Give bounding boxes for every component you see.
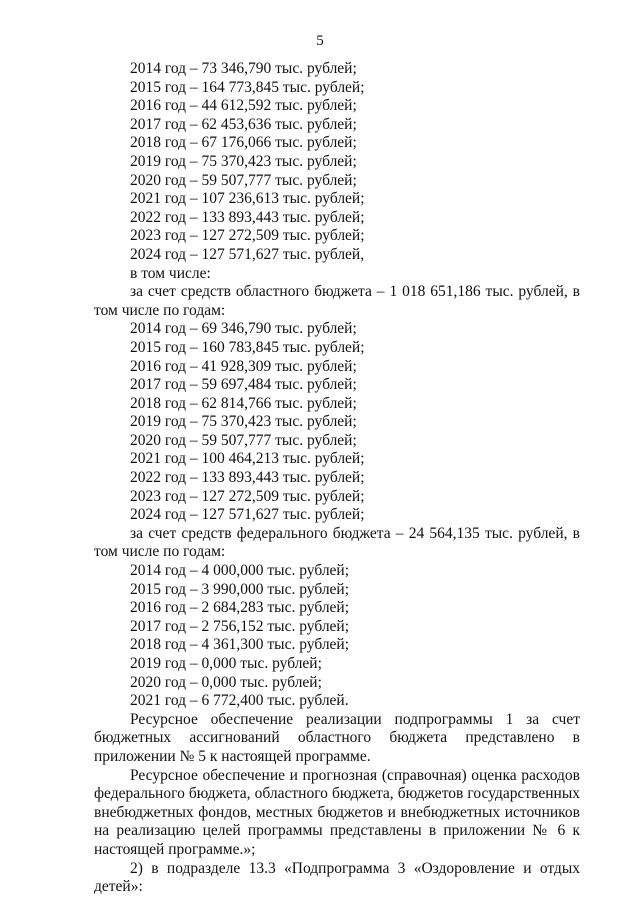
year-line: 2015 год – 160 783,845 тыс. рублей;	[130, 338, 365, 356]
year-line: 2023 год – 127 272,509 тыс. рублей;	[130, 487, 365, 505]
year-line: 2014 год – 69 346,790 тыс. рублей;	[130, 320, 357, 338]
year-line: 2020 год – 0,000 тыс. рублей;	[130, 673, 322, 691]
year-line: 2020 год – 59 507,777 тыс. рублей;	[130, 431, 357, 449]
paragraph-line: 2) в подразделе 13.3 «Подпрограмма 3 «Оздоровление и отдых	[130, 859, 580, 877]
paragraph-line: настоящей программе.»;	[94, 840, 256, 858]
year-line: 2017 год – 59 697,484 тыс. рублей;	[130, 376, 357, 394]
resource-provision-paragraph	[94, 711, 580, 767]
federal-budget-section	[94, 525, 580, 711]
year-line: 2022 год – 133 893,443 тыс. рублей;	[130, 469, 365, 487]
year-line: 2015 год – 3 990,000 тыс. рублей;	[130, 580, 350, 598]
total-funding-by-year	[94, 60, 580, 283]
year-line: 2016 год – 2 684,283 тыс. рублей;	[130, 599, 350, 617]
year-line: 2021 год – 6 772,400 тыс. рублей.	[130, 692, 349, 710]
year-line: 2022 год – 133 893,443 тыс. рублей;	[130, 208, 365, 226]
regional-budget-intro: за счет средств областного бюджета – 1 018 651,186 тыс. рублей, в	[130, 283, 580, 301]
year-line: 2019 год – 75 370,423 тыс. рублей;	[130, 413, 357, 431]
year-line: 2019 год – 75 370,423 тыс. рублей;	[130, 152, 357, 170]
paragraph-line: на реализацию целей программы представлены в приложении № 6 к	[94, 822, 580, 840]
paragraph-line: Ресурсное обеспечение и прогнозная (справочная) оценка расходов	[130, 766, 580, 784]
paragraph-line: приложении № 5 к настоящей программе.	[94, 747, 371, 765]
in-total-label: в том числе:	[130, 264, 211, 282]
year-line: 2018 год – 4 361,300 тыс. рублей;	[130, 636, 350, 654]
regional-budget-section	[94, 283, 580, 525]
document-body	[94, 60, 580, 897]
year-line: 2015 год – 164 773,845 тыс. рублей;	[130, 78, 365, 96]
year-line: 2018 год – 62 814,766 тыс. рублей;	[130, 394, 357, 412]
page-number: 5	[316, 33, 324, 49]
year-line: 2023 год – 127 272,509 тыс. рублей;	[130, 227, 365, 245]
year-line: 2016 год – 44 612,592 тыс. рублей;	[130, 97, 357, 115]
year-line: 2017 год – 2 756,152 тыс. рублей;	[130, 617, 350, 635]
regional-budget-intro-cont: том числе по годам:	[94, 301, 226, 319]
paragraph-line: федерального бюджета, областного бюджета, бюджетов государственных	[94, 785, 580, 803]
paragraph-line: Ресурсное обеспечение реализации подпрограммы 1 за счет	[130, 710, 580, 728]
paragraph-line: детей»:	[94, 878, 143, 896]
year-line: 2024 год – 127 571,627 тыс. рублей,	[130, 245, 365, 263]
year-line: 2021 год – 100 464,213 тыс. рублей;	[130, 450, 365, 468]
year-line: 2016 год – 41 928,309 тыс. рублей;	[130, 357, 357, 375]
forecast-paragraph	[94, 767, 580, 860]
year-line: 2018 год – 67 176,066 тыс. рублей;	[130, 134, 357, 152]
year-line: 2019 год – 0,000 тыс. рублей;	[130, 655, 322, 672]
year-line: 2014 год – 73 346,790 тыс. рублей;	[130, 60, 357, 77]
year-line: 2020 год – 59 507,777 тыс. рублей;	[130, 171, 357, 189]
federal-budget-intro: за счет средств федерального бюджета – 24 564,135 тыс. рублей, в	[130, 524, 580, 542]
year-line: 2024 год – 127 571,627 тыс. рублей;	[130, 506, 365, 524]
year-line: 2014 год – 4 000,000 тыс. рублей;	[130, 562, 350, 580]
subsection-paragraph	[94, 860, 580, 897]
year-line: 2017 год – 62 453,636 тыс. рублей;	[130, 115, 357, 133]
year-line: 2021 год – 107 236,613 тыс. рублей;	[130, 190, 365, 208]
paragraph-line: бюджетных ассигнований областного бюджета представлено в	[94, 729, 580, 747]
paragraph-line: внебюджетных фондов, местных бюджетов и внебюджетных источников	[94, 803, 580, 821]
federal-budget-intro-cont: том числе по годам:	[94, 543, 226, 561]
